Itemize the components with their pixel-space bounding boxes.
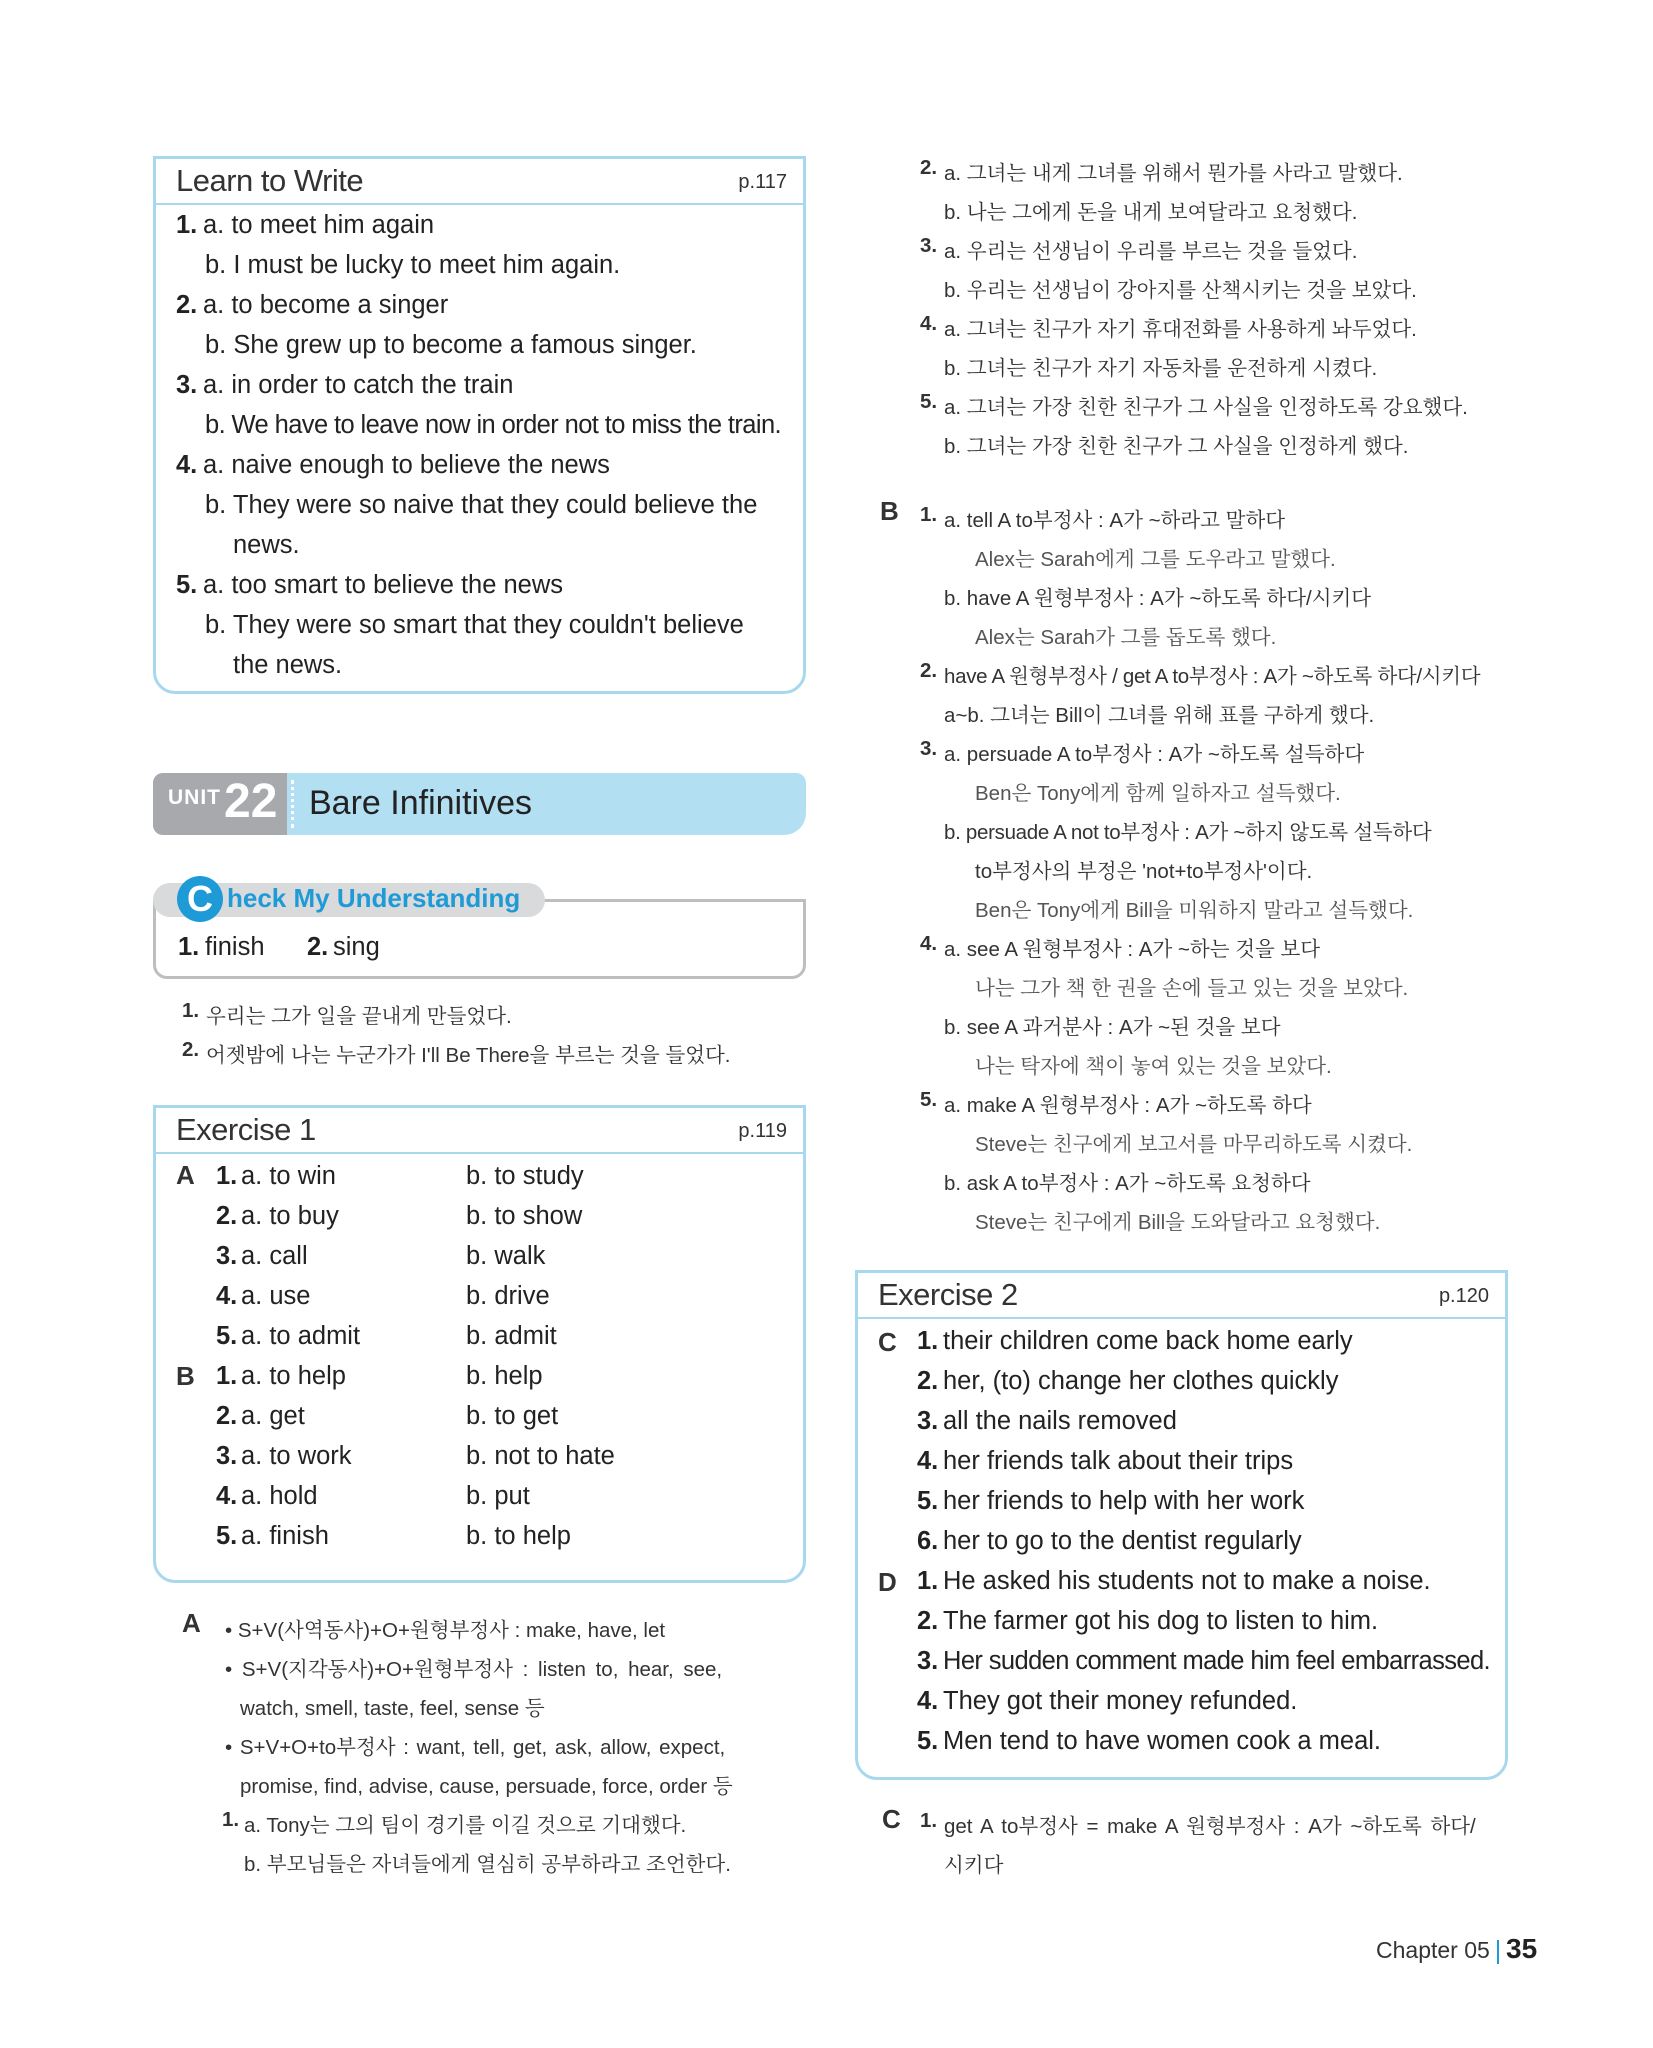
ex2-D4-num: 4. — [917, 1687, 939, 1715]
ex2-C3: all the nails removed — [943, 1407, 1177, 1435]
ex1-B4b: b. put — [466, 1482, 530, 1510]
eb-4-num: 4. — [920, 932, 938, 955]
rt-4-num: 4. — [920, 312, 938, 335]
ex1-A5-num: 5. — [216, 1322, 238, 1350]
ex1-B3b: b. not to hate — [466, 1442, 615, 1470]
ex1-A5a: a. to admit — [241, 1322, 361, 1350]
eb-2-trans: a~b. 그녀는 Bill이 그녀를 위해 표를 구하게 했다. — [944, 704, 1375, 727]
footer-chapter: Chapter 05 — [1376, 1937, 1490, 1963]
eb-2-rule: have A 원형부정사 / get A to부정사 : A가 ~하도록 하다/시키다 — [944, 665, 1481, 688]
ex2-C-label: C — [878, 1327, 897, 1357]
eb-3b-rule: b. persuade A not to부정사 : A가 ~하지 않도록 설득하다 — [944, 821, 1432, 844]
eb-3-num: 3. — [920, 737, 938, 760]
ltw-2a: a. to become a singer — [203, 291, 449, 319]
eb-1a-rule: a. tell A to부정사 : A가 ~하라고 말하다 — [944, 509, 1286, 532]
ex1-B4-num: 4. — [216, 1482, 238, 1510]
ex2-C5: her friends to help with her work — [943, 1487, 1305, 1515]
ex1-B1a: a. to help — [241, 1362, 346, 1390]
eb-3a-rule: a. persuade A to부정사 : A가 ~하도록 설득하다 — [944, 743, 1365, 766]
rt-5a: a. 그녀는 가장 친한 친구가 그 사실을 인정하도록 강요했다. — [944, 396, 1468, 419]
ex2-D4: They got their money refunded. — [943, 1687, 1298, 1715]
exercise1-page: p.119 — [738, 1120, 787, 1142]
rt-3-num: 3. — [920, 234, 938, 257]
ex1-A2a: a. to buy — [241, 1202, 339, 1230]
ltw-2-num: 2. — [176, 291, 198, 319]
ex1-B1b: b. help — [466, 1362, 543, 1390]
ltw-4b: b. They were so naive that they could believe the — [205, 491, 758, 519]
eb-1a-trans: Alex는 Sarah에게 그를 도우라고 말했다. — [975, 548, 1336, 571]
ex2-C2-num: 2. — [917, 1367, 939, 1395]
ex2-C4: her friends talk about their trips — [943, 1447, 1294, 1475]
footer-divider — [1497, 1940, 1499, 1964]
check-1-num: 1. — [178, 933, 200, 961]
ex1-A1a: a. to win — [241, 1162, 336, 1190]
eb-5b-rule: b. ask A to부정사 : A가 ~하도록 요청하다 — [944, 1172, 1311, 1195]
ltw-5a: a. too smart to believe the news — [203, 571, 564, 599]
explain-A-1b: b. 부모님들은 자녀들에게 열심히 공부하라고 조언한다. — [244, 1853, 731, 1876]
rt-5b: b. 그녀는 가장 친한 친구가 그 사실을 인정하게 했다. — [944, 435, 1409, 458]
ex2-C6-num: 6. — [917, 1527, 939, 1555]
ex1-B5a: a. finish — [241, 1522, 329, 1550]
ex1-B5b: b. to help — [466, 1522, 571, 1550]
ex1-A5b: b. admit — [466, 1322, 557, 1350]
explain-A-bullet-1: • S+V(사역동사)+O+원형부정사 : make, have, let — [225, 1619, 666, 1642]
ex2-C3-num: 3. — [917, 1407, 939, 1435]
ltw-1a: a. to meet him again — [203, 211, 435, 239]
ex1-A3a: a. call — [241, 1242, 308, 1270]
eb-5a-rule: a. make A 원형부정사 : A가 ~하도록 하다 — [944, 1094, 1312, 1117]
rt-4b: b. 그녀는 친구가 자기 자동차를 운전하게 시켰다. — [944, 357, 1378, 380]
eb-1b-rule: b. have A 원형부정사 : A가 ~하도록 하다/시키다 — [944, 587, 1372, 610]
ex2-C4-num: 4. — [917, 1447, 939, 1475]
explain-C-1-line1: get A to부정사 = make A 원형부정사 : A가 ~하도록 하다/ — [944, 1815, 1476, 1838]
explain-A-label: A — [182, 1608, 201, 1638]
rt-5-num: 5. — [920, 390, 938, 413]
ex1-A4-num: 4. — [216, 1282, 238, 1310]
eb-5-num: 5. — [920, 1088, 938, 1111]
check-note-1: 우리는 그가 일을 끝내게 만들었다. — [206, 1005, 512, 1028]
ltw-1b: b. I must be lucky to meet him again. — [205, 251, 621, 279]
ex1-B3a: a. to work — [241, 1442, 352, 1470]
exercise2-title: Exercise 2 — [878, 1277, 1018, 1312]
ex1-B5-num: 5. — [216, 1522, 238, 1550]
ltw-4b-cont: news. — [233, 531, 300, 559]
ex1-A2b: b. to show — [466, 1202, 583, 1230]
ex1-A1-num: 1. — [216, 1162, 238, 1190]
footer-page-number: 35 — [1506, 1933, 1538, 1964]
ex1-A-label: A — [176, 1160, 195, 1190]
ex1-B3-num: 3. — [216, 1442, 238, 1470]
ex2-D5-num: 5. — [917, 1727, 939, 1755]
ltw-3b: b. We have to leave now in order not to miss the train. — [205, 411, 782, 439]
ex2-D1-num: 1. — [917, 1567, 939, 1595]
unit-number: 22 — [224, 775, 278, 828]
learn-to-write-title: Learn to Write — [176, 163, 364, 198]
exercise2-page: p.120 — [1438, 1285, 1489, 1307]
ex2-D1: He asked his students not to make a noise. — [943, 1567, 1431, 1595]
explain-C-label: C — [882, 1804, 901, 1834]
eb-3b-note: to부정사의 부정은 'not+to부정사'이다. — [975, 860, 1313, 883]
check-initial-icon — [177, 876, 223, 922]
ex2-D2-num: 2. — [917, 1607, 939, 1635]
explain-C-1-num: 1. — [920, 1809, 938, 1832]
ex2-C2: her, (to) change her clothes quickly — [943, 1367, 1339, 1395]
ex2-D5: Men tend to have women cook a meal. — [943, 1727, 1381, 1755]
ex2-D3-num: 3. — [917, 1647, 939, 1675]
ex1-A3b: b. walk — [466, 1242, 546, 1270]
rt-4a: a. 그녀는 친구가 자기 휴대전화를 사용하게 놔두었다. — [944, 318, 1417, 341]
unit-title: Bare Infinitives — [309, 784, 532, 822]
ex1-B2b: b. to get — [466, 1402, 559, 1430]
rt-3a: a. 우리는 선생님이 우리를 부르는 것을 들었다. — [944, 240, 1358, 263]
unit-label: UNIT — [168, 786, 221, 809]
ex1-A1b: b. to study — [466, 1162, 584, 1190]
exercise2-header — [858, 1273, 1505, 1319]
learn-to-write-header — [156, 159, 803, 205]
ex2-C5-num: 5. — [917, 1487, 939, 1515]
eb-2-num: 2. — [920, 659, 938, 682]
unit-divider — [291, 780, 294, 828]
eb-1-num: 1. — [920, 503, 938, 526]
ex2-C6: her to go to the dentist regularly — [943, 1527, 1302, 1555]
eb-4a-trans: 나는 그가 책 한 권을 손에 들고 있는 것을 보았다. — [975, 977, 1409, 1000]
ex2-D-label: D — [878, 1567, 897, 1597]
explain-C-1-line2: 시키다 — [944, 1854, 1004, 1877]
eb-4b-rule: b. see A 과거분사 : A가 ~된 것을 보다 — [944, 1016, 1281, 1039]
ltw-4-num: 4. — [176, 451, 198, 479]
learn-to-write-page: p.117 — [738, 171, 787, 193]
ex1-B-label: B — [176, 1361, 195, 1391]
check-initial: C — [187, 878, 213, 919]
rt-2-num: 2. — [920, 156, 938, 179]
ltw-4a: a. naive enough to believe the news — [203, 451, 610, 479]
eb-5a-trans: Steve는 친구에게 보고서를 마무리하도록 시켰다. — [975, 1133, 1413, 1156]
check-2-num: 2. — [307, 933, 329, 961]
eb-4b-trans: 나는 탁자에 책이 놓여 있는 것을 보았다. — [975, 1055, 1332, 1078]
explain-A-1a: a. Tony는 그의 팀이 경기를 이길 것으로 기대했다. — [244, 1814, 687, 1837]
ex2-C1: their children come back home early — [943, 1327, 1353, 1355]
eb-1b-trans: Alex는 Sarah가 그를 돕도록 했다. — [975, 626, 1277, 649]
ex1-B2a: a. get — [241, 1402, 305, 1430]
ltw-3a: a. in order to catch the train — [203, 371, 514, 399]
check-1: finish — [205, 933, 265, 961]
ltw-5b: b. They were so smart that they couldn't believe — [205, 611, 744, 639]
eb-3a-trans: Ben은 Tony에게 함께 일하자고 설득했다. — [975, 782, 1341, 805]
rt-3b: b. 우리는 선생님이 강아지를 산책시키는 것을 보았다. — [944, 279, 1417, 302]
ltw-5b-cont: the news. — [233, 651, 343, 679]
ex1-B2-num: 2. — [216, 1402, 238, 1430]
exercise1-title: Exercise 1 — [176, 1112, 316, 1147]
ex1-B4a: a. hold — [241, 1482, 318, 1510]
ltw-5-num: 5. — [176, 571, 198, 599]
ex1-A3-num: 3. — [216, 1242, 238, 1270]
ex2-D2: The farmer got his dog to listen to him. — [943, 1607, 1379, 1635]
explain-A-bullet-3-cont: promise, find, advise, cause, persuade, force, order 등 — [240, 1775, 733, 1798]
explain-A-bullet-2-cont: watch, smell, taste, feel, sense 등 — [240, 1697, 545, 1720]
ex2-C1-num: 1. — [917, 1327, 939, 1355]
explain-A-bullet-2: • S+V(지각동사)+O+원형부정사 : listen to, hear, see, — [225, 1658, 723, 1681]
eb-5b-trans: Steve는 친구에게 Bill을 도와달라고 요청했다. — [975, 1211, 1381, 1234]
ltw-1-num: 1. — [176, 211, 198, 239]
exercise1-header — [156, 1108, 803, 1154]
ex1-A4b: b. drive — [466, 1282, 550, 1310]
ex2-D3: Her sudden comment made him feel embarrassed. — [943, 1647, 1491, 1675]
ex1-A2-num: 2. — [216, 1202, 238, 1230]
check-note-2: 어젯밤에 나는 누군가가 I'll Be There을 부르는 것을 들었다. — [206, 1044, 731, 1067]
explain-A-bullet-3: • S+V+O+to부정사 : want, tell, get, ask, allow, expect, — [225, 1736, 726, 1759]
ex1-A4a: a. use — [241, 1282, 311, 1310]
ltw-3-num: 3. — [176, 371, 198, 399]
rt-2b: b. 나는 그에게 돈을 내게 보여달라고 요청했다. — [944, 201, 1358, 224]
eb-4a-rule: a. see A 원형부정사 : A가 ~하는 것을 보다 — [944, 938, 1321, 961]
explain-A-1-num: 1. — [222, 1808, 240, 1831]
check-title: heck My Understanding — [227, 883, 521, 913]
rt-2a: a. 그녀는 내게 그녀를 위해서 뭔가를 사라고 말했다. — [944, 162, 1403, 185]
eb-3b-trans: Ben은 Tony에게 Bill을 미워하지 말라고 설득했다. — [975, 899, 1414, 922]
explain-B-label: B — [880, 496, 899, 526]
ltw-2b: b. She grew up to become a famous singer. — [205, 331, 697, 359]
check-2: sing — [333, 933, 380, 961]
check-note-2-num: 2. — [182, 1038, 200, 1061]
ex1-B1-num: 1. — [216, 1362, 238, 1390]
check-note-1-num: 1. — [182, 999, 200, 1022]
